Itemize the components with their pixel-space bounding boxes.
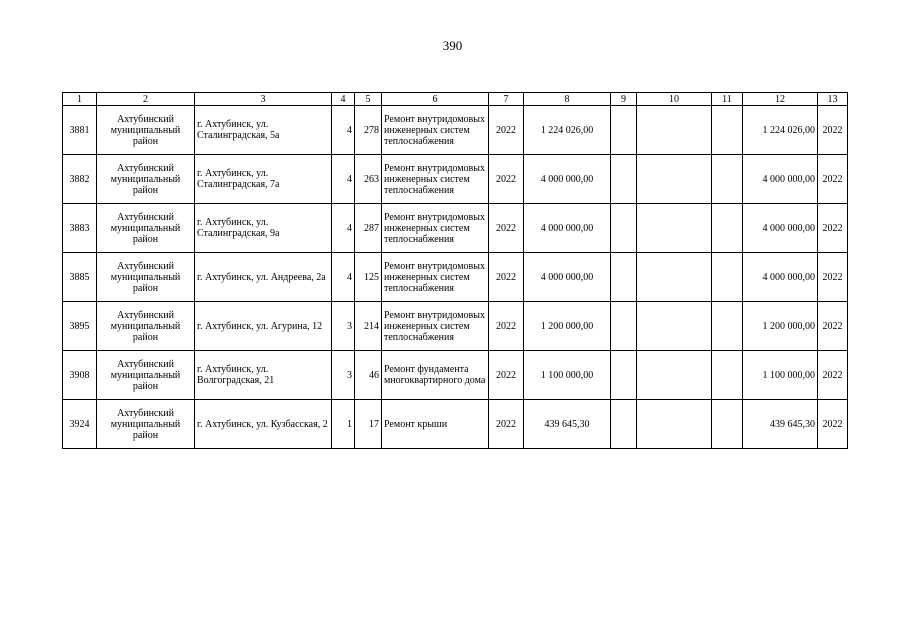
column-12-amount-cell: 1 200 000,00 (743, 302, 818, 351)
column-11-cell (712, 253, 743, 302)
column-12-amount-cell: 4 000 000,00 (743, 253, 818, 302)
column-10-cell (637, 155, 712, 204)
district-cell: Ахтубинский муниципальный район (97, 106, 195, 155)
address-cell: г. Ахтубинск, ул. Сталинградская, 7а (195, 155, 332, 204)
address-cell: г. Ахтубинск, ул. Андреева, 2а (195, 253, 332, 302)
amount-cell: 4 000 000,00 (524, 155, 611, 204)
column-12-amount-cell: 1 100 000,00 (743, 351, 818, 400)
work-type-cell: Ремонт внутридомовых инженерных систем теплоснабжения (382, 302, 489, 351)
column-12-amount-cell: 4 000 000,00 (743, 204, 818, 253)
row-id-cell: 3895 (63, 302, 97, 351)
amount-cell: 4 000 000,00 (524, 204, 611, 253)
register-table (62, 92, 848, 449)
column-header: 12 (743, 93, 818, 106)
district-cell: Ахтубинский муниципальный район (97, 253, 195, 302)
column-9-cell (611, 351, 637, 400)
address-cell: г. Ахтубинск, ул. Кузбасская, 2 (195, 400, 332, 449)
row-id-cell: 3882 (63, 155, 97, 204)
column-header: 9 (611, 93, 637, 106)
column-13-year-cell: 2022 (818, 351, 848, 400)
work-type-cell: Ремонт внутридомовых инженерных систем теплоснабжения (382, 155, 489, 204)
column-4-cell: 3 (332, 302, 355, 351)
column-9-cell (611, 106, 637, 155)
year-cell: 2022 (489, 253, 524, 302)
column-header: 5 (355, 93, 382, 106)
table-row (63, 400, 848, 449)
column-11-cell (712, 351, 743, 400)
row-id-cell: 3885 (63, 253, 97, 302)
district-cell: Ахтубинский муниципальный район (97, 400, 195, 449)
work-type-cell: Ремонт внутридомовых инженерных систем теплоснабжения (382, 106, 489, 155)
column-9-cell (611, 155, 637, 204)
column-4-cell: 1 (332, 400, 355, 449)
district-cell: Ахтубинский муниципальный район (97, 302, 195, 351)
column-5-cell: 125 (355, 253, 382, 302)
column-13-year-cell: 2022 (818, 253, 848, 302)
table-row (63, 302, 848, 351)
column-header: 8 (524, 93, 611, 106)
column-4-cell: 3 (332, 351, 355, 400)
table-row (63, 253, 848, 302)
column-11-cell (712, 302, 743, 351)
column-header: 1 (63, 93, 97, 106)
column-10-cell (637, 204, 712, 253)
column-header: 6 (382, 93, 489, 106)
row-id-cell: 3881 (63, 106, 97, 155)
column-header: 11 (712, 93, 743, 106)
column-4-cell: 4 (332, 155, 355, 204)
row-id-cell: 3883 (63, 204, 97, 253)
column-13-year-cell: 2022 (818, 155, 848, 204)
column-5-cell: 17 (355, 400, 382, 449)
column-header: 10 (637, 93, 712, 106)
work-type-cell: Ремонт фундамента многоквартирного дома (382, 351, 489, 400)
table-row (63, 204, 848, 253)
address-cell: г. Ахтубинск, ул. Агурина, 12 (195, 302, 332, 351)
column-5-cell: 214 (355, 302, 382, 351)
column-13-year-cell: 2022 (818, 204, 848, 253)
work-type-cell: Ремонт внутридомовых инженерных систем теплоснабжения (382, 204, 489, 253)
address-cell: г. Ахтубинск, ул. Сталинградская, 9а (195, 204, 332, 253)
column-12-amount-cell: 4 000 000,00 (743, 155, 818, 204)
column-header: 3 (195, 93, 332, 106)
header-row (63, 93, 848, 106)
column-10-cell (637, 302, 712, 351)
column-12-amount-cell: 439 645,30 (743, 400, 818, 449)
year-cell: 2022 (489, 106, 524, 155)
column-5-cell: 287 (355, 204, 382, 253)
column-13-year-cell: 2022 (818, 302, 848, 351)
amount-cell: 1 100 000,00 (524, 351, 611, 400)
column-11-cell (712, 106, 743, 155)
row-id-cell: 3924 (63, 400, 97, 449)
column-4-cell: 4 (332, 253, 355, 302)
district-cell: Ахтубинский муниципальный район (97, 155, 195, 204)
district-cell: Ахтубинский муниципальный район (97, 204, 195, 253)
year-cell: 2022 (489, 155, 524, 204)
column-header: 4 (332, 93, 355, 106)
district-cell: Ахтубинский муниципальный район (97, 351, 195, 400)
column-10-cell (637, 106, 712, 155)
year-cell: 2022 (489, 302, 524, 351)
work-type-cell: Ремонт крыши (382, 400, 489, 449)
page-number: 390 (442, 38, 463, 53)
column-11-cell (712, 155, 743, 204)
column-5-cell: 278 (355, 106, 382, 155)
column-9-cell (611, 302, 637, 351)
column-header: 13 (818, 93, 848, 106)
amount-cell: 439 645,30 (524, 400, 611, 449)
amount-cell: 1 200 000,00 (524, 302, 611, 351)
table-row (63, 351, 848, 400)
column-header: 7 (489, 93, 524, 106)
year-cell: 2022 (489, 351, 524, 400)
table-row (63, 155, 848, 204)
address-cell: г. Ахтубинск, ул. Сталинградская, 5а (195, 106, 332, 155)
column-header: 2 (97, 93, 195, 106)
column-9-cell (611, 253, 637, 302)
column-5-cell: 263 (355, 155, 382, 204)
work-type-cell: Ремонт внутридомовых инженерных систем теплоснабжения (382, 253, 489, 302)
column-9-cell (611, 204, 637, 253)
address-cell: г. Ахтубинск, ул. Волгоградская, 21 (195, 351, 332, 400)
column-12-amount-cell: 1 224 026,00 (743, 106, 818, 155)
amount-cell: 4 000 000,00 (524, 253, 611, 302)
column-9-cell (611, 400, 637, 449)
year-cell: 2022 (489, 204, 524, 253)
year-cell: 2022 (489, 400, 524, 449)
column-13-year-cell: 2022 (818, 106, 848, 155)
column-10-cell (637, 400, 712, 449)
column-10-cell (637, 253, 712, 302)
column-11-cell (712, 400, 743, 449)
column-4-cell: 4 (332, 106, 355, 155)
row-id-cell: 3908 (63, 351, 97, 400)
table-row (63, 106, 848, 155)
column-4-cell: 4 (332, 204, 355, 253)
column-10-cell (637, 351, 712, 400)
amount-cell: 1 224 026,00 (524, 106, 611, 155)
column-5-cell: 46 (355, 351, 382, 400)
column-11-cell (712, 204, 743, 253)
column-13-year-cell: 2022 (818, 400, 848, 449)
